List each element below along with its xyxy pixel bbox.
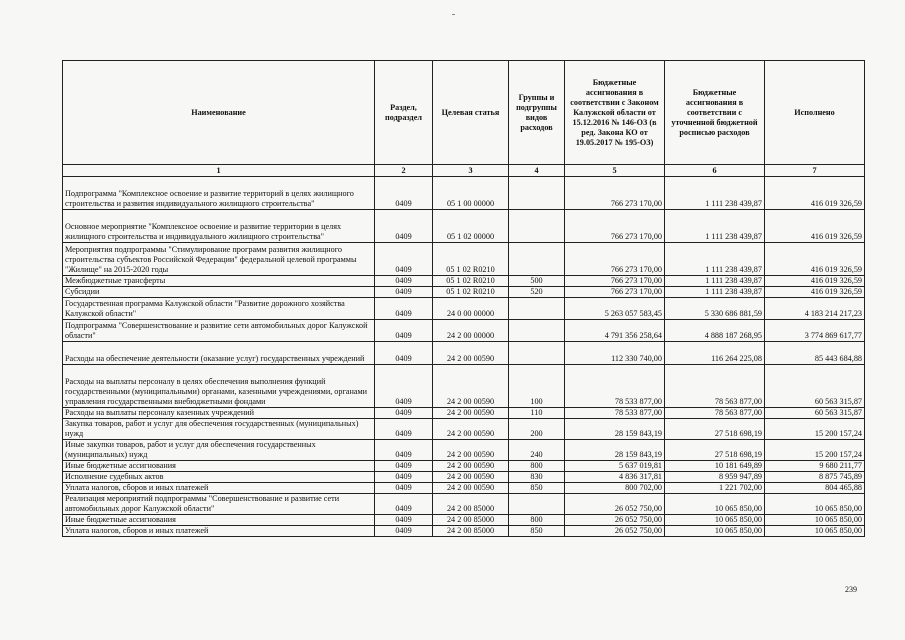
table-row: [63, 440, 865, 461]
cell-section: 0409: [375, 440, 433, 461]
cell-expense-type: [509, 210, 565, 243]
cell-target-article: 24 2 00 85000: [433, 494, 509, 515]
cell-name: Расходы на выплаты персоналу в целях обеспечения выполнения функций государственными (муниципальными) органами, казенными учреждениями, органами управления государственными внебюджетными фондами: [63, 365, 375, 408]
cell-refined-amount: 10 181 649,89: [665, 461, 765, 472]
cell-law-amount: 766 273 170,00: [565, 287, 665, 298]
cell-target-article: 24 2 00 85000: [433, 515, 509, 526]
cell-section: 0409: [375, 210, 433, 243]
column-number: 2: [375, 165, 433, 177]
cell-refined-amount: 8 959 947,89: [665, 472, 765, 483]
column-number: 1: [63, 165, 375, 177]
table-row: [63, 408, 865, 419]
cell-law-amount: 26 052 750,00: [565, 515, 665, 526]
cell-expense-type: 200: [509, 419, 565, 440]
cell-law-amount: 766 273 170,00: [565, 210, 665, 243]
cell-executed-amount: 416 019 326,59: [765, 276, 865, 287]
cell-executed-amount: 85 443 684,88: [765, 342, 865, 365]
cell-expense-type: [509, 342, 565, 365]
cell-law-amount: 5 637 019,81: [565, 461, 665, 472]
cell-target-article: 24 2 00 00590: [433, 419, 509, 440]
table-row: [63, 342, 865, 365]
cell-name: Субсидии: [63, 287, 375, 298]
table-row: [63, 483, 865, 494]
cell-section: 0409: [375, 342, 433, 365]
cell-target-article: 24 2 00 00590: [433, 365, 509, 408]
cell-name: Мероприятия подпрограммы "Стимулирование программ развития жилищного строительства субъектов Российской Федерации" федеральной целевой программы "Жилище" на 2015-2020 годы: [63, 243, 375, 276]
cell-expense-type: 240: [509, 440, 565, 461]
table-row: [63, 526, 865, 537]
cell-refined-amount: 27 518 698,19: [665, 419, 765, 440]
cell-refined-amount: 4 888 187 268,95: [665, 320, 765, 342]
header-refined-allocations: Бюджетные ассигнования в соответствии с уточненной бюджетной росписью расходов: [665, 61, 765, 165]
cell-section: 0409: [375, 298, 433, 320]
cell-target-article: 24 2 00 00590: [433, 342, 509, 365]
header-row: [63, 61, 865, 165]
table-row: [63, 243, 865, 276]
cell-expense-type: 500: [509, 276, 565, 287]
cell-law-amount: 78 533 877,00: [565, 408, 665, 419]
cell-executed-amount: 3 774 869 617,77: [765, 320, 865, 342]
cell-refined-amount: 1 111 238 439,87: [665, 177, 765, 210]
cell-target-article: 24 2 00 00590: [433, 472, 509, 483]
cell-name: Расходы на выплаты персоналу казенных учреждений: [63, 408, 375, 419]
cell-section: 0409: [375, 472, 433, 483]
cell-target-article: 24 2 00 00590: [433, 408, 509, 419]
cell-name: Исполнение судебных актов: [63, 472, 375, 483]
cell-section: 0409: [375, 483, 433, 494]
cell-law-amount: 766 273 170,00: [565, 177, 665, 210]
cell-expense-type: [509, 494, 565, 515]
cell-executed-amount: 60 563 315,87: [765, 365, 865, 408]
cell-executed-amount: 804 465,88: [765, 483, 865, 494]
cell-law-amount: 4 791 356 258,64: [565, 320, 665, 342]
cell-target-article: 24 2 00 00590: [433, 483, 509, 494]
cell-expense-type: [509, 320, 565, 342]
cell-target-article: 24 0 00 00000: [433, 298, 509, 320]
cell-name: Иные бюджетные ассигнования: [63, 515, 375, 526]
cell-name: Подпрограмма "Совершенствование и развитие сети автомобильных дорог Калужской области": [63, 320, 375, 342]
cell-section: 0409: [375, 494, 433, 515]
header-name: Наименование: [63, 61, 375, 165]
cell-refined-amount: 1 111 238 439,87: [665, 276, 765, 287]
cell-refined-amount: 10 065 850,00: [665, 526, 765, 537]
cell-refined-amount: 27 518 698,19: [665, 440, 765, 461]
cell-refined-amount: 1 111 238 439,87: [665, 243, 765, 276]
cell-section: 0409: [375, 408, 433, 419]
cell-law-amount: 800 702,00: [565, 483, 665, 494]
cell-target-article: 05 1 02 R0210: [433, 287, 509, 298]
cell-expense-type: 110: [509, 408, 565, 419]
cell-expense-type: 850: [509, 526, 565, 537]
cell-target-article: 24 2 00 85000: [433, 526, 509, 537]
cell-section: 0409: [375, 515, 433, 526]
table-row: [63, 320, 865, 342]
cell-target-article: 24 2 00 00590: [433, 440, 509, 461]
cell-refined-amount: 1 111 238 439,87: [665, 210, 765, 243]
budget-table: [62, 60, 865, 537]
cell-refined-amount: 78 563 877,00: [665, 365, 765, 408]
cell-name: Основное мероприятие "Комплексное освоение и развитие территории в целях жилищного строительства и индивидуального жилищного строительства": [63, 210, 375, 243]
cell-executed-amount: 10 065 850,00: [765, 494, 865, 515]
table-row: [63, 177, 865, 210]
column-number: 5: [565, 165, 665, 177]
cell-name: Иные закупки товаров, работ и услуг для обеспечения государственных (муниципальных) нужд: [63, 440, 375, 461]
cell-expense-type: 830: [509, 472, 565, 483]
cell-executed-amount: 9 680 211,77: [765, 461, 865, 472]
cell-target-article: 05 1 02 R0210: [433, 276, 509, 287]
cell-target-article: 24 2 00 00000: [433, 320, 509, 342]
cell-section: 0409: [375, 365, 433, 408]
column-number: 6: [665, 165, 765, 177]
cell-name: Уплата налогов, сборов и иных платежей: [63, 526, 375, 537]
cell-executed-amount: 15 200 157,24: [765, 419, 865, 440]
cell-expense-type: 800: [509, 515, 565, 526]
cell-name: Иные бюджетные ассигнования: [63, 461, 375, 472]
cell-section: 0409: [375, 461, 433, 472]
table-row: [63, 276, 865, 287]
cell-executed-amount: 8 875 745,89: [765, 472, 865, 483]
table-row: [63, 472, 865, 483]
table-row: [63, 287, 865, 298]
cell-executed-amount: 10 065 850,00: [765, 526, 865, 537]
scan-mark: [452, 14, 455, 15]
cell-executed-amount: 416 019 326,59: [765, 287, 865, 298]
column-number: 7: [765, 165, 865, 177]
cell-refined-amount: 116 264 225,08: [665, 342, 765, 365]
cell-executed-amount: 416 019 326,59: [765, 243, 865, 276]
cell-refined-amount: 10 065 850,00: [665, 494, 765, 515]
cell-name: Расходы на обеспечение деятельности (оказание услуг) государственных учреждений: [63, 342, 375, 365]
cell-section: 0409: [375, 526, 433, 537]
cell-section: 0409: [375, 320, 433, 342]
cell-law-amount: 78 533 877,00: [565, 365, 665, 408]
table-row: [63, 419, 865, 440]
header-executed: Исполнено: [765, 61, 865, 165]
cell-expense-type: [509, 298, 565, 320]
cell-target-article: 05 1 00 00000: [433, 177, 509, 210]
cell-refined-amount: 78 563 877,00: [665, 408, 765, 419]
cell-law-amount: 26 052 750,00: [565, 494, 665, 515]
cell-name: Реализация мероприятий подпрограммы "Совершенствование и развитие сети автомобильных дорог Калужской области": [63, 494, 375, 515]
table-row: [63, 298, 865, 320]
cell-name: Межбюджетные трансферты: [63, 276, 375, 287]
cell-executed-amount: 60 563 315,87: [765, 408, 865, 419]
cell-target-article: 05 1 02 00000: [433, 210, 509, 243]
cell-executed-amount: 15 200 157,24: [765, 440, 865, 461]
cell-expense-type: [509, 177, 565, 210]
cell-name: Государственная программа Калужской области "Развитие дорожного хозяйства Калужской области": [63, 298, 375, 320]
table-row: [63, 210, 865, 243]
cell-section: 0409: [375, 243, 433, 276]
cell-law-amount: 766 273 170,00: [565, 276, 665, 287]
cell-section: 0409: [375, 287, 433, 298]
cell-expense-type: 100: [509, 365, 565, 408]
cell-law-amount: 4 836 317,81: [565, 472, 665, 483]
cell-executed-amount: 4 183 214 217,23: [765, 298, 865, 320]
cell-section: 0409: [375, 276, 433, 287]
table-row: [63, 365, 865, 408]
cell-section: 0409: [375, 177, 433, 210]
header-expense-type: Группы и подгруппы видов расходов: [509, 61, 565, 165]
cell-expense-type: 520: [509, 287, 565, 298]
column-number-row: [63, 165, 865, 177]
header-target-article: Целевая статья: [433, 61, 509, 165]
cell-law-amount: 26 052 750,00: [565, 526, 665, 537]
cell-name: Уплата налогов, сборов и иных платежей: [63, 483, 375, 494]
table-row: [63, 494, 865, 515]
cell-executed-amount: 10 065 850,00: [765, 515, 865, 526]
page-number: 239: [845, 585, 857, 594]
cell-executed-amount: 416 019 326,59: [765, 177, 865, 210]
cell-law-amount: 5 263 057 583,45: [565, 298, 665, 320]
cell-law-amount: 112 330 740,00: [565, 342, 665, 365]
cell-refined-amount: 1 111 238 439,87: [665, 287, 765, 298]
column-number: 4: [509, 165, 565, 177]
header-law-allocations: Бюджетные ассигнования в соответствии с Законом Калужской области от 15.12.2016 № 146-ОЗ (в ред. Закона КО от 19.05.2017 № 195-ОЗ): [565, 61, 665, 165]
cell-target-article: 24 2 00 00590: [433, 461, 509, 472]
cell-refined-amount: 10 065 850,00: [665, 515, 765, 526]
cell-name: Закупка товаров, работ и услуг для обеспечения государственных (муниципальных) нужд: [63, 419, 375, 440]
cell-refined-amount: 1 221 702,00: [665, 483, 765, 494]
header-section: Раздел, подраздел: [375, 61, 433, 165]
cell-section: 0409: [375, 419, 433, 440]
column-number: 3: [433, 165, 509, 177]
cell-expense-type: 850: [509, 483, 565, 494]
table-body: [63, 165, 865, 537]
cell-law-amount: 766 273 170,00: [565, 243, 665, 276]
table-row: [63, 461, 865, 472]
cell-executed-amount: 416 019 326,59: [765, 210, 865, 243]
cell-refined-amount: 5 330 686 881,59: [665, 298, 765, 320]
cell-law-amount: 28 159 843,19: [565, 440, 665, 461]
cell-law-amount: 28 159 843,19: [565, 419, 665, 440]
table-row: [63, 515, 865, 526]
cell-expense-type: 800: [509, 461, 565, 472]
cell-expense-type: [509, 243, 565, 276]
cell-name: Подпрограмма "Комплексное освоение и развитие территорий в целях жилищного строительства и развития индивидуального жилищного строительства": [63, 177, 375, 210]
cell-target-article: 05 1 02 R0210: [433, 243, 509, 276]
